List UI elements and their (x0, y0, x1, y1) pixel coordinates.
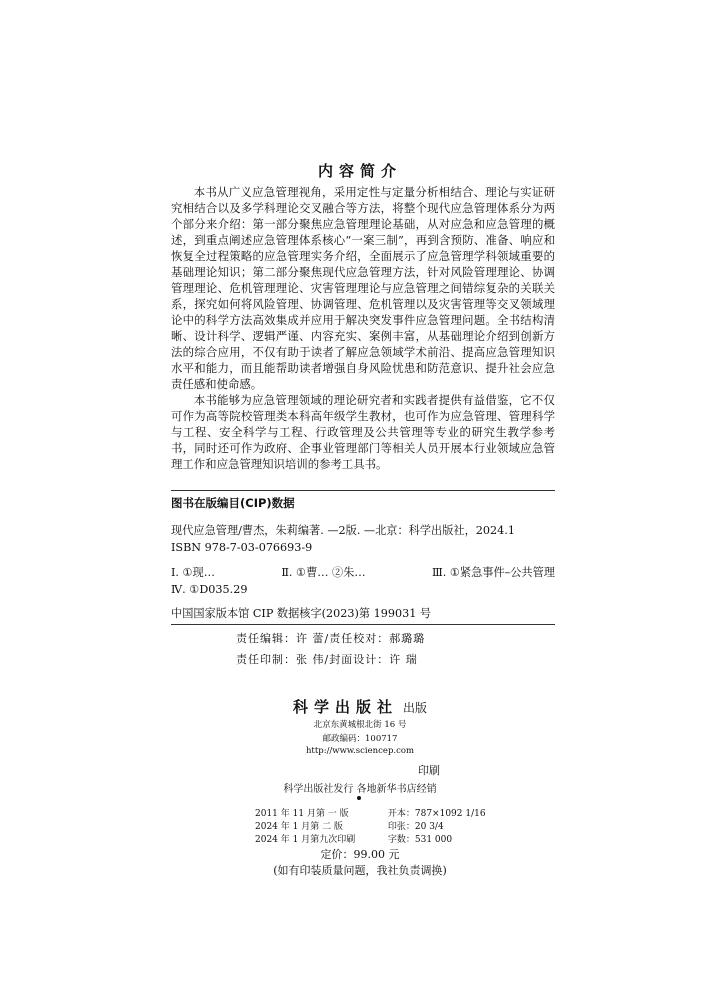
edition-info: 开本：787×1092 1/16 (387, 809, 486, 819)
edition-row (255, 806, 486, 819)
publisher-line (0, 696, 720, 717)
edition-info: 印张：20 3/4 (387, 822, 444, 832)
cip-bibliographic-line: 现代应急管理/曹杰，朱莉编著. —2版. —北京：科学出版社，2024.1 (171, 524, 515, 537)
cip-classification (171, 565, 555, 581)
edition-info: 字数：531 000 (387, 835, 453, 845)
cip-class-item: Ⅲ. ①紧急事件–公共管理 (431, 566, 555, 579)
bullet-dot (357, 796, 361, 800)
cip-title: 图书在版编目(CIP)数据 (171, 496, 295, 510)
edition-date: 2011 年 11 月第 一 版 (255, 809, 349, 819)
price: 定价：99.00 元 (320, 848, 400, 861)
publisher-name: 科学出版社 (292, 698, 398, 716)
credits-editors: 责任编辑：许 蕾/责任校对：郝璐璐 (236, 632, 426, 645)
edition-date: 2024 年 1 月第 二 版 (255, 822, 343, 832)
page-heading: 内容简介 (317, 162, 402, 180)
divider-top (171, 490, 555, 491)
abstract-paragraph: 本书能够为应急管理领域的理论研究者和实践者提供有益借鉴，它不仅可作为高等院校管理类本科高年级学生教材，也可作为应急管理、管理科学与工程、安全科学与工程、行政管理及公共管理等专业的研究生教学参考书，同时还可作为政府、企事业管理部门等相关人员开展本行业领域应急管理工作和应急管理知识培训的参考工具书。 (171, 393, 555, 471)
publisher-url: http://www.sciencep.com (305, 746, 415, 756)
publisher-address: 北京东黄城根北街 16 号 (313, 720, 407, 730)
credits-production: 责任印制：张 伟/封面设计：许 瑞 (236, 653, 418, 666)
distribution-line: 科学出版社发行 各地新华书店经销 (283, 784, 437, 795)
edition-date: 2024 年 1 月第九次印刷 (255, 835, 356, 845)
abstract-paragraph: 本书从广义应急管理视角，采用定性与定量分析相结合、理论与实证研究相结合以及多学科理论交叉融合等方法，将整个现代应急管理体系分为两个部分来介绍：第一部分聚焦应急管理理论基础，从对应急和应急管理的概述，到重点阐述应急管理体系核心“一案三制”，再到含预防、准备、响应和恢复全过程策略的应急管理实务介绍，全面展示了应急管理学科领域重要的基础理论知识；第二部分聚焦现代应急管理方法，针对风险管理理论、协调管理理论、危机管理理论、灾害管理理论与应急管理之间错综复杂的关联关系，探究如何将风险管理、协调管理、危机管理以及灾害管理等交叉领域理论中的科学方法高效集成并应用于解决突发事件应急管理问题。全书结构清晰、设计科学、逻辑严谨、内容充实、案例丰富，从基础理论介绍到创新方法的综合应用，不仅有助于读者了解应急领域学术前沿、提高应急管理知识水平和能力，而且能帮助读者增强自身风险忧患和防范意识、提升社会应急责任感和使命感。 (171, 185, 555, 391)
cip-record-number: 中国国家版本馆 CIP 数据核字(2023)第 199031 号 (171, 607, 432, 620)
cip-class-number: Ⅳ. ①D035.29 (171, 583, 248, 596)
edition-row (255, 819, 444, 832)
divider-bottom (171, 624, 555, 625)
edition-row (255, 832, 452, 845)
cip-class-item: Ⅱ. ①曹… ②朱… (281, 566, 366, 579)
printer-label: 印刷 (418, 764, 440, 777)
quality-notice: (如有印装质量问题，我社负责调换) (273, 864, 447, 877)
cip-class-item: Ⅰ. ①现… (171, 566, 215, 579)
publisher-suffix: 出版 (403, 701, 428, 715)
cip-isbn: ISBN 978-7-03-076693-9 (171, 541, 313, 554)
abstract (171, 184, 555, 472)
publisher-postcode: 邮政编码：100717 (322, 734, 398, 744)
